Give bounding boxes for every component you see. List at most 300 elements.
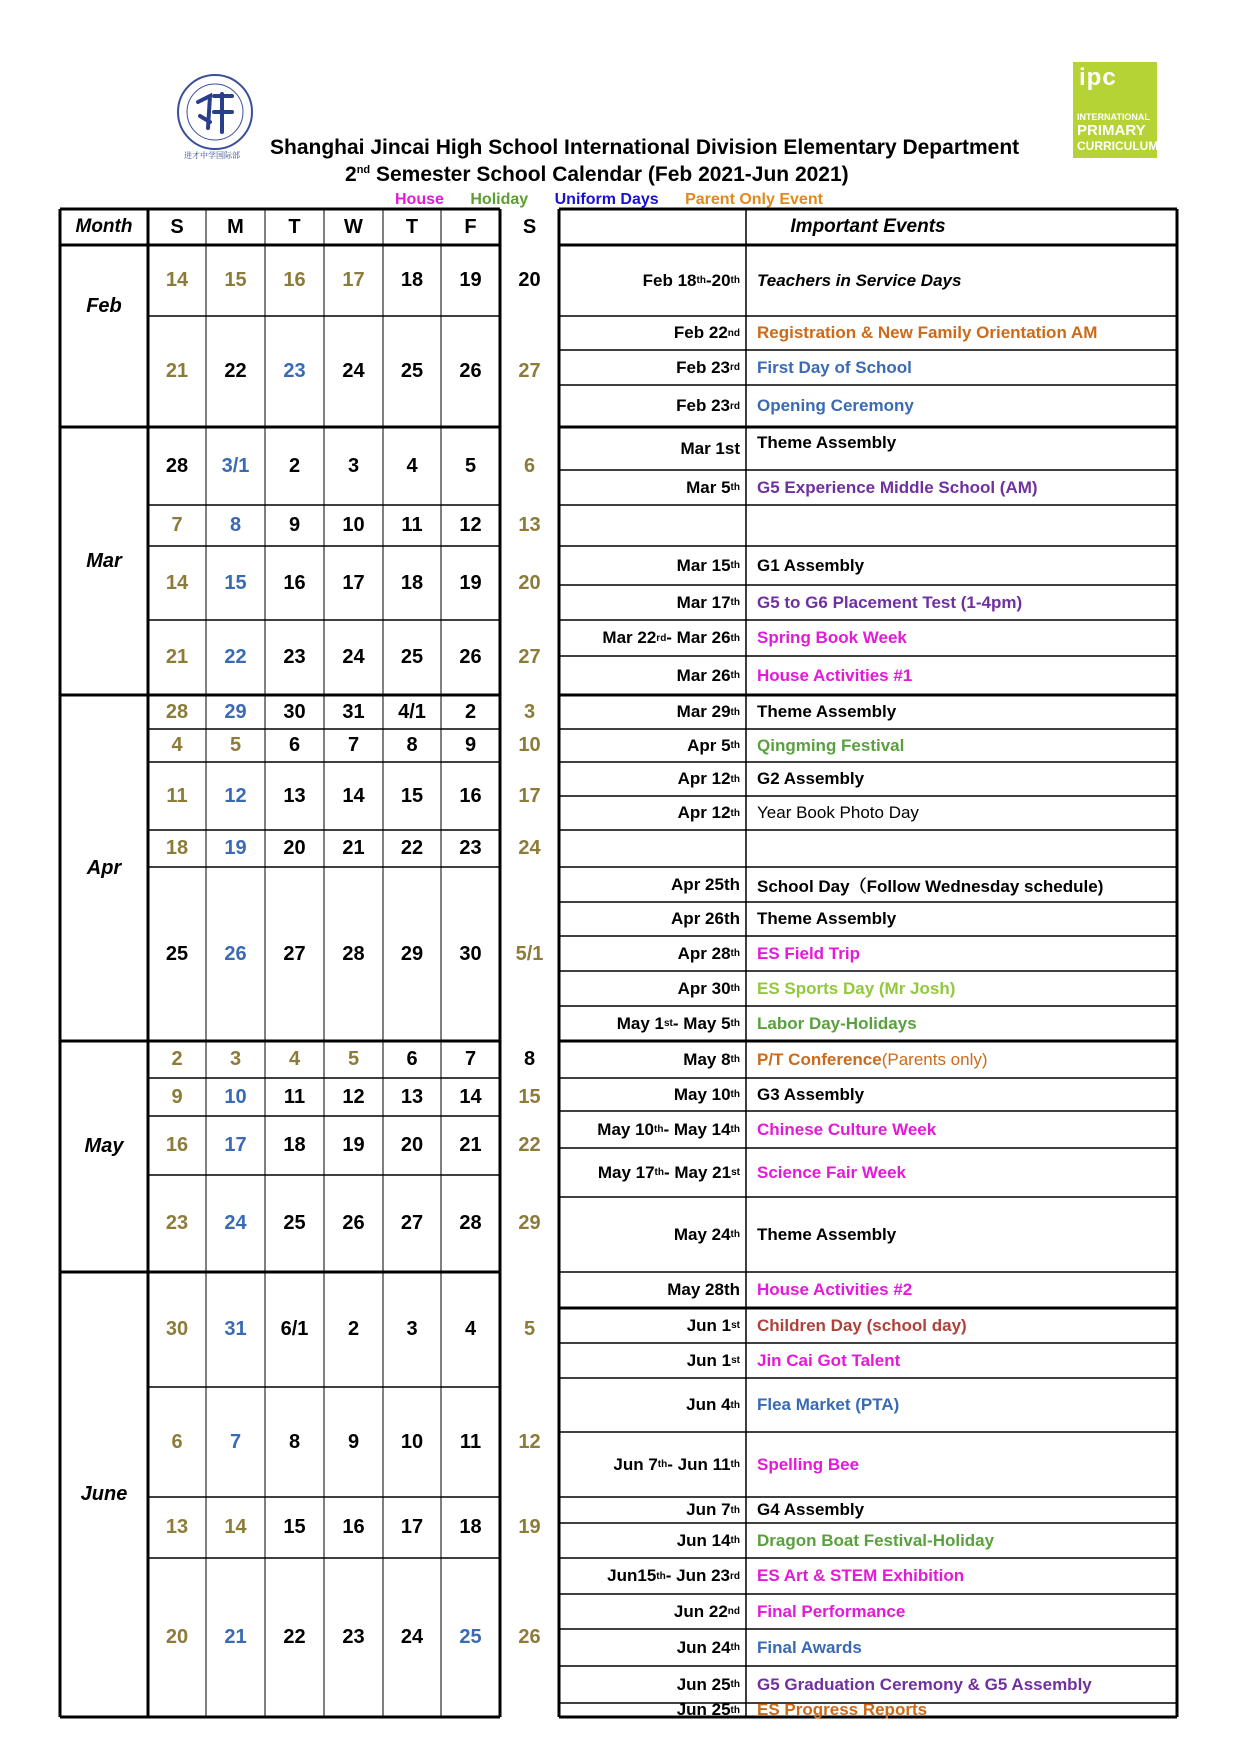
event-name <box>757 762 1174 796</box>
day-cell: 4 <box>464 1318 477 1340</box>
event-name <box>757 1111 1174 1148</box>
day-cell: 10 <box>224 1085 247 1108</box>
weekday-header: T <box>405 215 419 238</box>
event-date <box>559 1272 740 1308</box>
day-cell: 15 <box>518 1085 541 1108</box>
event-date-suffix: th <box>730 670 740 681</box>
event-date <box>559 427 740 470</box>
event-name <box>757 1558 1174 1594</box>
ipc-logo-line2: PRIMARY <box>1077 122 1146 139</box>
event-date-suffix: th <box>730 1642 740 1653</box>
day-cell: 6 <box>406 1048 418 1070</box>
event-date-suffix: th <box>730 807 740 819</box>
event-date-suffix: th <box>730 1124 740 1135</box>
event-date <box>559 1343 740 1378</box>
day-cell: 16 <box>283 269 306 291</box>
day-cell: 19 <box>518 1516 541 1538</box>
event-name <box>757 470 1174 505</box>
event-date <box>559 796 740 830</box>
event-date-suffix: st <box>731 1167 740 1178</box>
day-cell: 8 <box>288 1430 301 1453</box>
event-date <box>559 505 740 546</box>
event-date <box>559 316 740 350</box>
day-cell: 30 <box>459 942 482 965</box>
day-cell: 30 <box>283 700 306 723</box>
ipc-logo-line1: INTERNATIONAL <box>1077 112 1150 122</box>
weekday-header: S <box>170 215 184 238</box>
day-cell: 25 <box>400 646 424 668</box>
day-cell: 20 <box>283 837 306 859</box>
day-cell: 6 <box>288 734 301 756</box>
day-cell: 13 <box>518 514 541 536</box>
event-date-suffix: rd <box>730 1570 740 1582</box>
day-cell: 22 <box>224 646 247 668</box>
event-name-text: Children Day (school day) <box>757 1315 967 1335</box>
month-label-feb: Feb <box>86 294 122 317</box>
ipc-logo-mark: ipc <box>1079 64 1117 91</box>
event-name-note: (Parents only) <box>881 1049 988 1069</box>
event-date <box>559 902 740 936</box>
day-cell: 12 <box>224 784 247 807</box>
event-date <box>559 656 740 695</box>
event-date-suffix: th <box>730 773 740 785</box>
day-cell: 17 <box>342 571 365 594</box>
event-name-text: Registration & New Family Orientation AM <box>757 323 1098 342</box>
day-cell: 28 <box>342 942 365 965</box>
event-date-suffix: th <box>730 1459 740 1470</box>
day-cell: 16 <box>283 571 306 594</box>
event-name-text: G3 Assembly <box>757 1084 865 1104</box>
day-cell: 7 <box>229 1430 242 1453</box>
event-name <box>757 1148 1174 1197</box>
event-date-suffix: st <box>731 1320 740 1331</box>
event-date <box>559 971 740 1006</box>
weekday-header: W <box>344 215 363 238</box>
event-name-text: G4 Assembly <box>757 1500 865 1519</box>
day-cell: 23 <box>283 360 306 382</box>
event-date-text: Apr 30 <box>677 978 731 998</box>
day-cell: 20 <box>518 571 541 594</box>
event-date-text: May 1 <box>616 1013 664 1033</box>
day-cell: 25 <box>400 360 424 382</box>
day-cell: 3/1 <box>221 454 250 477</box>
day-cell: 26 <box>518 1626 541 1648</box>
event-date-text: Feb 22 <box>673 323 728 342</box>
day-cell: 14 <box>459 1085 482 1108</box>
day-cell: 14 <box>165 571 189 594</box>
day-cell: 21 <box>342 837 365 859</box>
event-date <box>559 1700 740 1719</box>
event-date <box>559 1197 740 1272</box>
event-name <box>757 1272 1174 1308</box>
event-date-text: Apr 28 <box>677 943 731 963</box>
event-name <box>757 971 1174 1006</box>
day-cell: 5 <box>464 454 477 477</box>
day-cell: 24 <box>400 1626 424 1648</box>
day-cell: 9 <box>171 1085 183 1108</box>
day-cell: 8 <box>229 514 242 536</box>
event-date-text: Feb 18 <box>642 270 697 290</box>
event-name-text: Qingming Festival <box>757 735 905 755</box>
event-date-suffix: th <box>656 1570 666 1582</box>
event-date-suffix: th <box>730 1504 740 1516</box>
day-cell: 21 <box>224 1626 247 1648</box>
day-cell: 19 <box>342 1134 365 1156</box>
event-name <box>757 695 1174 729</box>
event-date-text: Mar 22 <box>602 628 657 647</box>
legend-holiday: Holiday <box>470 191 529 208</box>
event-date-text: May 8 <box>683 1049 731 1069</box>
event-name-text: Theme Assembly <box>757 702 897 721</box>
event-date-suffix: th <box>730 1018 740 1029</box>
day-cell: 26 <box>459 646 482 668</box>
day-cell: 3 <box>523 700 536 723</box>
event-date-suffix: th <box>730 1704 740 1716</box>
event-date-text: Mar 1st <box>680 438 740 458</box>
month-label-june: June <box>80 1483 128 1505</box>
event-date <box>559 1594 740 1629</box>
event-date <box>559 470 740 505</box>
month-label-apr: Apr <box>86 856 122 879</box>
day-cell: 15 <box>224 269 247 291</box>
event-date <box>559 695 740 729</box>
day-cell: 18 <box>459 1516 482 1538</box>
event-date <box>559 1558 740 1594</box>
event-date-suffix: th <box>730 275 740 286</box>
event-date <box>559 1078 740 1111</box>
event-name-text: Theme Assembly <box>757 909 897 928</box>
event-name <box>757 936 1174 971</box>
day-cell: 8 <box>406 734 418 756</box>
day-cell: 13 <box>165 1516 189 1538</box>
day-cell: 26 <box>224 942 247 965</box>
event-date-text: Jun 25 <box>676 1700 731 1719</box>
day-cell: 20 <box>518 269 541 291</box>
day-cell: 16 <box>165 1134 189 1156</box>
event-name <box>757 1308 1174 1343</box>
event-date-text: - May 21 <box>664 1162 732 1182</box>
event-date-text: Feb 23 <box>676 396 730 415</box>
weekday-header: F <box>464 215 477 238</box>
semester-number-suffix: nd <box>356 164 371 176</box>
day-cell: 18 <box>400 571 424 594</box>
event-date-suffix: th <box>654 1124 664 1135</box>
event-date <box>559 762 740 796</box>
event-date-text: Jun 25 <box>676 1674 731 1694</box>
event-name <box>757 1078 1174 1111</box>
day-cell: 13 <box>283 784 306 807</box>
event-name <box>757 245 1174 316</box>
event-date-text: Feb 23 <box>676 357 730 377</box>
event-date-suffix: th <box>730 948 740 959</box>
day-cell: 9 <box>347 1430 360 1453</box>
event-name-text: House Activities #2 <box>757 1280 913 1299</box>
event-date <box>559 385 740 427</box>
day-cell: 22 <box>283 1626 306 1648</box>
event-date-text: Jun 7 <box>686 1500 731 1519</box>
event-date <box>559 1523 740 1558</box>
event-name <box>757 385 1174 427</box>
event-date-text: May 17 <box>597 1162 655 1182</box>
day-cell: 16 <box>459 784 482 807</box>
event-date-text: - Jun 23 <box>665 1566 730 1585</box>
day-cell: 21 <box>165 646 189 668</box>
day-cell: 6 <box>171 1430 183 1453</box>
event-name-text: Science Fair Week <box>757 1162 906 1182</box>
day-cell: 2 <box>171 1048 183 1070</box>
event-name <box>757 585 1174 620</box>
event-date-text: - May 5 <box>672 1013 731 1033</box>
day-cell: 25 <box>165 942 189 965</box>
event-date <box>559 1432 740 1497</box>
day-cell: 19 <box>459 269 482 291</box>
event-date-suffix: rd <box>656 632 667 644</box>
event-date-text: Jun 14 <box>676 1530 731 1550</box>
day-cell: 14 <box>342 784 365 807</box>
day-cell: 12 <box>342 1085 365 1108</box>
event-date-text: May 10 <box>673 1084 731 1104</box>
event-name-text: Spelling Bee <box>757 1454 860 1474</box>
event-date-suffix: th <box>696 275 706 286</box>
event-date-suffix: th <box>730 983 740 994</box>
weekday-header: T <box>288 215 301 238</box>
day-cell: 29 <box>518 1212 541 1234</box>
event-name-text: Final Performance <box>757 1601 906 1621</box>
event-date-text: Apr 5 <box>687 735 731 755</box>
event-date-suffix: nd <box>727 327 740 339</box>
day-cell: 27 <box>518 646 541 668</box>
weekday-header: M <box>227 215 244 238</box>
month-label-may: May <box>84 1135 124 1157</box>
day-cell: 24 <box>342 646 365 668</box>
event-date <box>559 936 740 971</box>
event-name-text: G5 Experience Middle School (AM) <box>757 477 1038 497</box>
event-date-suffix: rd <box>730 362 740 373</box>
day-cell: 26 <box>342 1212 365 1234</box>
day-cell: 20 <box>400 1134 424 1156</box>
day-cell: 28 <box>459 1212 482 1234</box>
event-name-text: P/T Conference <box>757 1049 882 1069</box>
event-date-text: Jun15 <box>607 1566 657 1585</box>
day-cell: 3 <box>347 454 360 477</box>
day-cell: 12 <box>459 514 482 536</box>
event-name <box>757 656 1174 695</box>
day-cell: 29 <box>224 700 247 723</box>
day-cell: 21 <box>459 1134 482 1156</box>
event-date-text: Jun 1 <box>686 1350 732 1370</box>
day-cell: 10 <box>518 734 541 756</box>
event-date <box>559 1111 740 1148</box>
event-name <box>757 1343 1174 1378</box>
event-date-text: May 24 <box>673 1224 731 1244</box>
event-name <box>757 1629 1174 1666</box>
event-date-suffix: th <box>730 1089 740 1100</box>
event-name-text: G1 Assembly <box>757 555 865 575</box>
day-cell: 29 <box>400 942 424 965</box>
event-name-text: G5 to G6 Placement Test (1-4pm) <box>757 592 1023 612</box>
event-name-text: ES Progress Reports <box>757 1700 928 1719</box>
event-name-text: Theme Assembly <box>757 1224 897 1244</box>
day-cell: 11 <box>166 784 188 807</box>
event-name-text: ES Sports Day (Mr Josh) <box>757 978 956 998</box>
day-cell: 4 <box>288 1048 301 1070</box>
event-name <box>757 1700 1174 1719</box>
day-cell: 3 <box>229 1048 242 1070</box>
legend-uniform-days: Uniform Days <box>554 191 659 208</box>
day-cell: 17 <box>342 269 365 291</box>
event-date-suffix: th <box>657 1459 668 1470</box>
event-name <box>757 505 1174 546</box>
event-date-text: Jun 4 <box>686 1395 731 1414</box>
event-date-suffix: th <box>730 1054 740 1065</box>
day-cell: 21 <box>165 360 189 382</box>
event-name <box>757 1594 1174 1629</box>
event-name <box>757 350 1174 385</box>
day-cell: 19 <box>224 837 247 859</box>
day-cell: 22 <box>400 837 424 859</box>
event-date-suffix: th <box>730 1229 740 1240</box>
event-name-text: Dragon Boat Festival-Holiday <box>757 1530 995 1550</box>
legend-parent-only-event: Parent Only Event <box>685 191 823 208</box>
day-cell: 18 <box>400 269 424 291</box>
event-date-text: Jun 22 <box>673 1601 728 1621</box>
day-cell: 24 <box>224 1212 247 1234</box>
event-date-text: Mar 5 <box>686 477 731 497</box>
important-events-header: Important Events <box>790 216 946 237</box>
event-date-text: - Jun 11 <box>667 1454 731 1474</box>
day-cell: 24 <box>518 837 541 859</box>
event-name <box>757 427 1174 476</box>
event-date-suffix: st <box>664 1018 673 1029</box>
day-cell: 2 <box>288 454 301 477</box>
day-cell: 7 <box>171 514 183 536</box>
event-date-suffix: th <box>730 1535 740 1546</box>
day-cell: 9 <box>464 734 477 756</box>
day-cell: 13 <box>400 1085 424 1108</box>
event-name-text: Final Awards <box>757 1637 862 1657</box>
day-cell: 4 <box>406 454 418 477</box>
day-cell: 17 <box>400 1516 424 1538</box>
event-name-text: School Day（Follow Wednesday schedule) <box>757 877 1104 896</box>
event-date <box>559 350 740 385</box>
event-name <box>757 796 1174 830</box>
event-name-text: House Activities #1 <box>757 665 913 685</box>
day-cell: 7 <box>464 1048 477 1070</box>
event-date-text: Apr 12 <box>677 769 731 788</box>
event-date <box>559 1497 740 1523</box>
day-cell: 31 <box>342 700 365 723</box>
event-date-suffix: rd <box>730 400 740 412</box>
day-cell: 24 <box>342 360 365 382</box>
event-date <box>559 245 740 316</box>
event-date-text: Apr 25th <box>671 874 740 894</box>
day-cell: 7 <box>347 734 360 756</box>
day-cell: 31 <box>224 1318 247 1340</box>
event-date-suffix: th <box>730 1399 740 1411</box>
day-cell: 11 <box>459 1430 482 1453</box>
day-cell: 3 <box>406 1318 418 1340</box>
day-cell: 4/1 <box>398 700 426 723</box>
day-cell: 5 <box>347 1048 360 1070</box>
day-cell: 23 <box>342 1626 365 1648</box>
day-cell: 12 <box>518 1430 541 1453</box>
event-name-text: ES Art & STEM Exhibition <box>757 1566 965 1585</box>
event-date <box>559 1378 740 1432</box>
event-name-text: First Day of School <box>757 357 912 377</box>
day-cell: 8 <box>523 1048 536 1070</box>
day-cell: 15 <box>283 1516 306 1538</box>
event-date-text: - May 14 <box>663 1119 731 1139</box>
day-cell: 14 <box>165 269 189 291</box>
event-name <box>757 620 1174 656</box>
event-date-text: Jun 1 <box>686 1315 732 1335</box>
day-cell: 25 <box>283 1212 306 1234</box>
day-cell: 18 <box>283 1134 306 1156</box>
event-date-text: Mar 17 <box>676 592 731 612</box>
event-name-text: G5 Graduation Ceremony & G5 Assembly <box>757 1674 1092 1694</box>
event-name <box>757 316 1174 350</box>
event-name-text: Theme Assembly <box>757 433 897 452</box>
day-cell: 18 <box>165 837 189 859</box>
event-name <box>757 902 1174 936</box>
day-cell: 5/1 <box>515 942 544 965</box>
event-name <box>757 546 1174 585</box>
event-date-suffix: th <box>730 560 740 571</box>
school-logo-text: 进才中学国际部 <box>184 151 240 160</box>
event-date <box>559 585 740 620</box>
weekday-header: S <box>522 215 537 238</box>
event-name <box>757 1666 1174 1703</box>
event-date-text: May 10 <box>597 1119 654 1139</box>
event-date-text: -20 <box>705 270 731 290</box>
semester-title-text: Semester School Calendar (Feb 2021-Jun 2021) <box>370 163 849 186</box>
event-date <box>559 1006 740 1041</box>
day-cell: 19 <box>459 571 482 594</box>
event-date-suffix: th <box>730 740 740 751</box>
event-date-text: Apr 26th <box>671 909 740 928</box>
event-date <box>559 1629 740 1666</box>
event-name <box>757 1041 1174 1078</box>
day-cell: 22 <box>224 360 247 382</box>
event-date <box>559 546 740 585</box>
event-name-text: G2 Assembly <box>757 769 865 788</box>
day-cell: 16 <box>342 1516 365 1538</box>
day-cell: 28 <box>165 700 189 723</box>
event-date-text: May 28th <box>667 1280 740 1299</box>
event-date-suffix: th <box>730 1679 740 1690</box>
event-date-text: - Mar 26 <box>666 628 731 647</box>
day-cell: 5 <box>229 734 242 756</box>
event-name-text: Opening Ceremony <box>757 396 914 415</box>
event-date-suffix: th <box>654 1167 664 1178</box>
day-cell: 10 <box>342 514 365 536</box>
day-cell: 27 <box>518 360 541 382</box>
day-cell: 25 <box>459 1626 482 1648</box>
day-cell: 14 <box>224 1516 247 1538</box>
school-title: Shanghai Jincai High School International Division Elementary Department <box>270 136 1020 159</box>
event-date <box>559 1666 740 1703</box>
month-header: Month <box>75 216 133 237</box>
event-name <box>757 1523 1174 1558</box>
event-date <box>559 620 740 656</box>
event-name-text: Labor Day-Holidays <box>757 1013 917 1033</box>
event-name <box>757 1006 1174 1041</box>
event-date <box>559 1308 740 1343</box>
day-cell: 2 <box>347 1318 360 1340</box>
event-date-suffix: th <box>730 482 740 493</box>
legend-house: House <box>395 191 444 208</box>
day-cell: 2 <box>464 700 477 723</box>
